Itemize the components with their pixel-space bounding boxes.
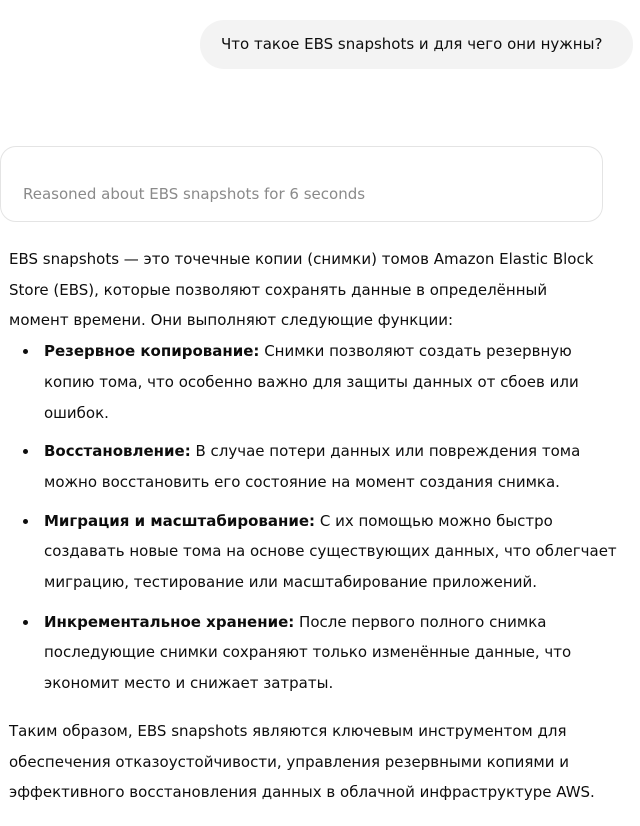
list-item-text: ошибок. bbox=[44, 403, 109, 422]
list-item-text: В случае потери данных или повреждения тома bbox=[190, 442, 581, 461]
list-item-title: Резервное копирование: bbox=[44, 342, 260, 361]
answer-intro bbox=[9, 244, 637, 336]
answer-intro-line: Store (EBS), которые позволяют сохранять данные в определённый bbox=[9, 280, 548, 299]
list-item-incremental bbox=[9, 607, 637, 699]
list-item-text: можно восстановить его состояние на момент создания снимка. bbox=[44, 472, 560, 491]
list-item-migration bbox=[9, 506, 637, 598]
assistant-answer bbox=[9, 244, 637, 808]
list-item-text: миграцию, тестирование или масштабирование приложений. bbox=[44, 573, 537, 592]
answer-intro-line: EBS snapshots — это точечные копии (снимки) томов Amazon Elastic Block bbox=[9, 250, 594, 268]
list-item-text: последующие снимки сохраняют только изменённые данные, что bbox=[44, 643, 572, 662]
list-item-text: Снимки позволяют создать резервную bbox=[259, 342, 572, 361]
answer-conclusion-line: Таким образом, EBS snapshots являются ключевым инструментом для bbox=[9, 721, 567, 740]
reasoning-summary-text: Reasoned about EBS snapshots for 6 seconds bbox=[23, 185, 366, 203]
list-item-text: экономит место и снижает затраты. bbox=[44, 674, 334, 693]
list-item-title: Инкрементальное хранение: bbox=[44, 612, 295, 631]
answer-conclusion-line: эффективного восстановления данных в облачной инфраструктуре AWS. bbox=[9, 783, 595, 802]
list-item-restore bbox=[9, 436, 637, 497]
list-item-text: копию тома, что особенно важно для защиты данных от сбоев или bbox=[44, 372, 579, 391]
list-item-title: Восстановление: bbox=[44, 442, 191, 461]
answer-function-list bbox=[9, 336, 637, 699]
answer-conclusion bbox=[9, 716, 637, 808]
list-item-text: После первого полного снимка bbox=[294, 612, 547, 631]
list-item-text: создавать новые тома на основе существующих данных, что облегчает bbox=[44, 542, 617, 561]
answer-intro-line: момент времени. Они выполняют следующие функции: bbox=[9, 311, 454, 330]
user-message-bubble bbox=[200, 20, 633, 69]
list-item-backup bbox=[9, 336, 637, 428]
list-item-text: С их помощью можно быстро bbox=[315, 511, 553, 530]
answer-conclusion-line: обеспечения отказоустойчивости, управления резервными копиями и bbox=[9, 752, 569, 771]
reasoning-summary[interactable] bbox=[0, 146, 603, 222]
user-message-text: Что такое EBS snapshots и для чего они нужны? bbox=[221, 35, 603, 53]
list-item-title: Миграция и масштабирование: bbox=[44, 511, 316, 530]
